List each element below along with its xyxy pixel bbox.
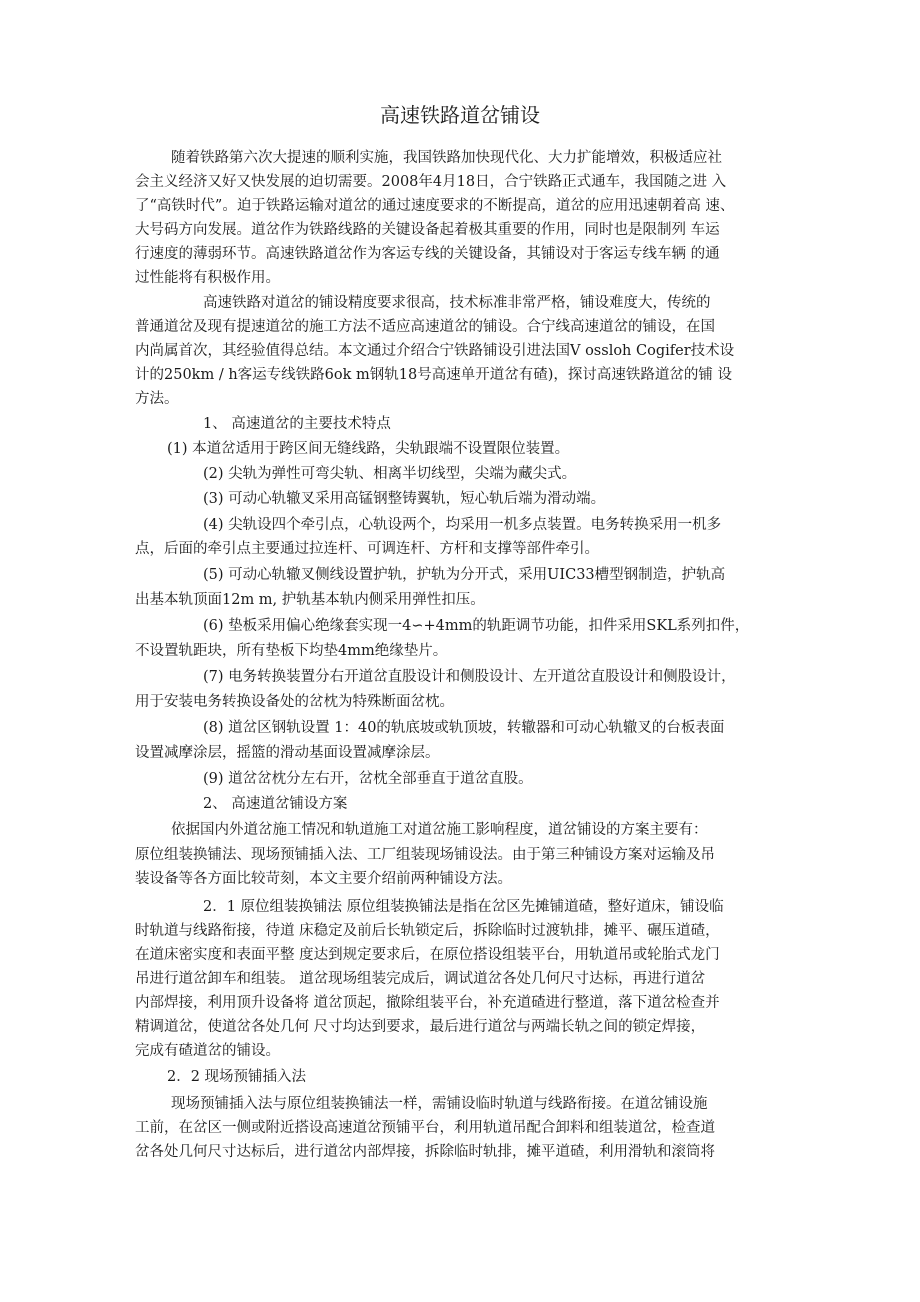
- list-item: (8) 道岔区钢轨设置 1：40的轨底坡或轨顶坡，转辙器和可动心轨辙叉的台板表面: [203, 720, 725, 736]
- text-line: 过性能将有积极作用。: [135, 270, 280, 286]
- list-item: (7) 电务转换装置分右开道岔直股设计和侧股设计、左开道岔直股设计和侧股设计，: [203, 669, 736, 685]
- text-line: 行速度的薄弱环节。高速铁路道岔作为客运专线的关键设备，其铺设对于客运专线车辆 的通: [135, 246, 720, 262]
- text-line: 内尚属首次，其经验值得总结。本文通过介绍合宁铁路铺设引进法国V ossloh Cogifer技术设: [135, 343, 735, 359]
- section-heading: 2．2 现场预铺插入法: [167, 1069, 307, 1085]
- text-line: 2．1 原位组装换铺法 原位组装换铺法是指在岔区先摊铺道碴，整好道床，铺设临: [203, 899, 724, 915]
- page-title: 高速铁路道岔铺设: [380, 103, 540, 127]
- section-heading: 1、 高速道岔的主要技术特点: [203, 416, 391, 432]
- text-line: 随着铁路第六次大提速的顺利实施，我国铁路加快现代化、大力扩能增效，积极适应社: [171, 150, 722, 166]
- text-line: 大号码方向发展。道岔作为铁路线路的关键设备起着极其重要的作用，同时也是限制列 车运: [135, 222, 720, 238]
- text-line: 现场预铺插入法与原位组装换铺法一样，需铺设临时轨道与线路衔接。在道岔铺设施: [171, 1096, 708, 1112]
- list-item: (5) 可动心轨辙叉侧线设置护轨，护轨为分开式，采用UIC33槽型钢制造，护轨高: [203, 567, 726, 583]
- text-line: 工前，在岔区一侧或附近搭设高速道岔预铺平台，利用轨道吊配合卸料和组装道岔，检查道: [135, 1120, 715, 1136]
- text-line: 时轨道与线路衔接，待道 床稳定及前后长轨锁定后，拆除临时过渡轨排，摊平、碾压道碴，: [135, 923, 720, 939]
- text-line: 吊进行道岔卸车和组装。 道岔现场组装完成后，调试道岔各处几何尺寸达标，再进行道岔: [135, 971, 706, 987]
- list-item: (6) 垫板采用偏心绝缘套实现一4∽+4mm的轨距调节功能，扣件采用SKL系列扣件，: [203, 618, 750, 634]
- list-item: (9) 道岔岔枕分左右开，岔枕全部垂直于道岔直股。: [203, 771, 533, 787]
- text-line: 了“高铁时代”。迫于铁路运输对道岔的通过速度要求的不断提高，道岔的应用迅速朝着高 速、: [135, 198, 735, 214]
- text-line: 普通道岔及现有提速道岔的施工方法不适应高速道岔的铺设。合宁线高速道岔的铺设，在国: [135, 319, 715, 335]
- text-line: 岔各处几何尺寸达标后，进行道岔内部焊接，拆除临时轨排，摊平道碴，利用滑轨和滚筒将: [135, 1144, 715, 1160]
- text-line: 高速铁路对道岔的铺设精度要求很高，技术标准非常严格，铺设难度大，传统的: [203, 295, 711, 311]
- text-line: 在道床密实度和表面平整 度达到规定要求后，在原位搭设组装平台，用轨道吊或轮胎式龙门: [135, 947, 720, 963]
- text-line: 原位组装换铺法、现场预铺插入法、工厂组装现场铺设法。由于第三种铺设方案对运输及吊: [135, 847, 715, 863]
- list-item: (3) 可动心轨辙叉采用高锰钢整铸翼轨，短心轨后端为滑动端。: [203, 491, 606, 507]
- text-line: 方法。: [135, 391, 179, 407]
- text-line: 不设置轨距块，所有垫板下均垫4mm绝缘垫片。: [135, 643, 448, 659]
- list-item: (1) 本道岔适用于跨区间无缝线路，尖轨跟端不设置限位装置。: [167, 441, 570, 457]
- section-heading: 2、 高速道岔铺设方案: [203, 796, 348, 812]
- text-line: 精调道岔，使道岔各处几何 尺寸均达到要求，最后进行道岔与两端长轨之间的锁定焊接，: [135, 1019, 706, 1035]
- text-line: 设置减摩涂层，摇篮的滑动基面设置减摩涂层。: [135, 745, 440, 761]
- text-line: 出基本轨顶面12m m, 护轨基本轨内侧采用弹性扣压。: [135, 592, 485, 608]
- text-line: 完成有碴道岔的铺设。: [135, 1043, 280, 1059]
- text-line: 依据国内外道岔施工情况和轨道施工对道岔施工影响程度，道岔铺设的方案主要有：: [171, 822, 708, 838]
- list-item: (2) 尖轨为弹性可弯尖轨、相离半切线型，尖端为藏尖式。: [203, 466, 577, 482]
- text-line: 内部焊接，利用顶升设备将 道岔顶起，撤除组装平台，补充道碴进行整道，落下道岔检查并: [135, 995, 720, 1011]
- text-line: 装设备等各方面比较苛刻，本文主要介绍前两种铺设方法。: [135, 871, 512, 887]
- text-line: 点，后面的牵引点主要通过拉连杆、可调连杆、方杆和支撑等部件牵引。: [135, 541, 599, 557]
- text-line: 计的250km / h客运专线铁路6ok m钢轨18号高速单开道岔有碴)，探讨高速铁路道岔的铺 设: [135, 367, 732, 383]
- text-line: 会主义经济又好又快发展的迫切需要。2008年4月18日，合宁铁路正式通车，我国随之进 入: [135, 174, 727, 190]
- list-item: (4) 尖轨设四个牵引点，心轨设两个，均采用一机多点装置。电务转换采用一机多: [203, 517, 722, 533]
- text-line: 用于安装电务转换设备处的岔枕为特殊断面岔枕。: [135, 694, 454, 710]
